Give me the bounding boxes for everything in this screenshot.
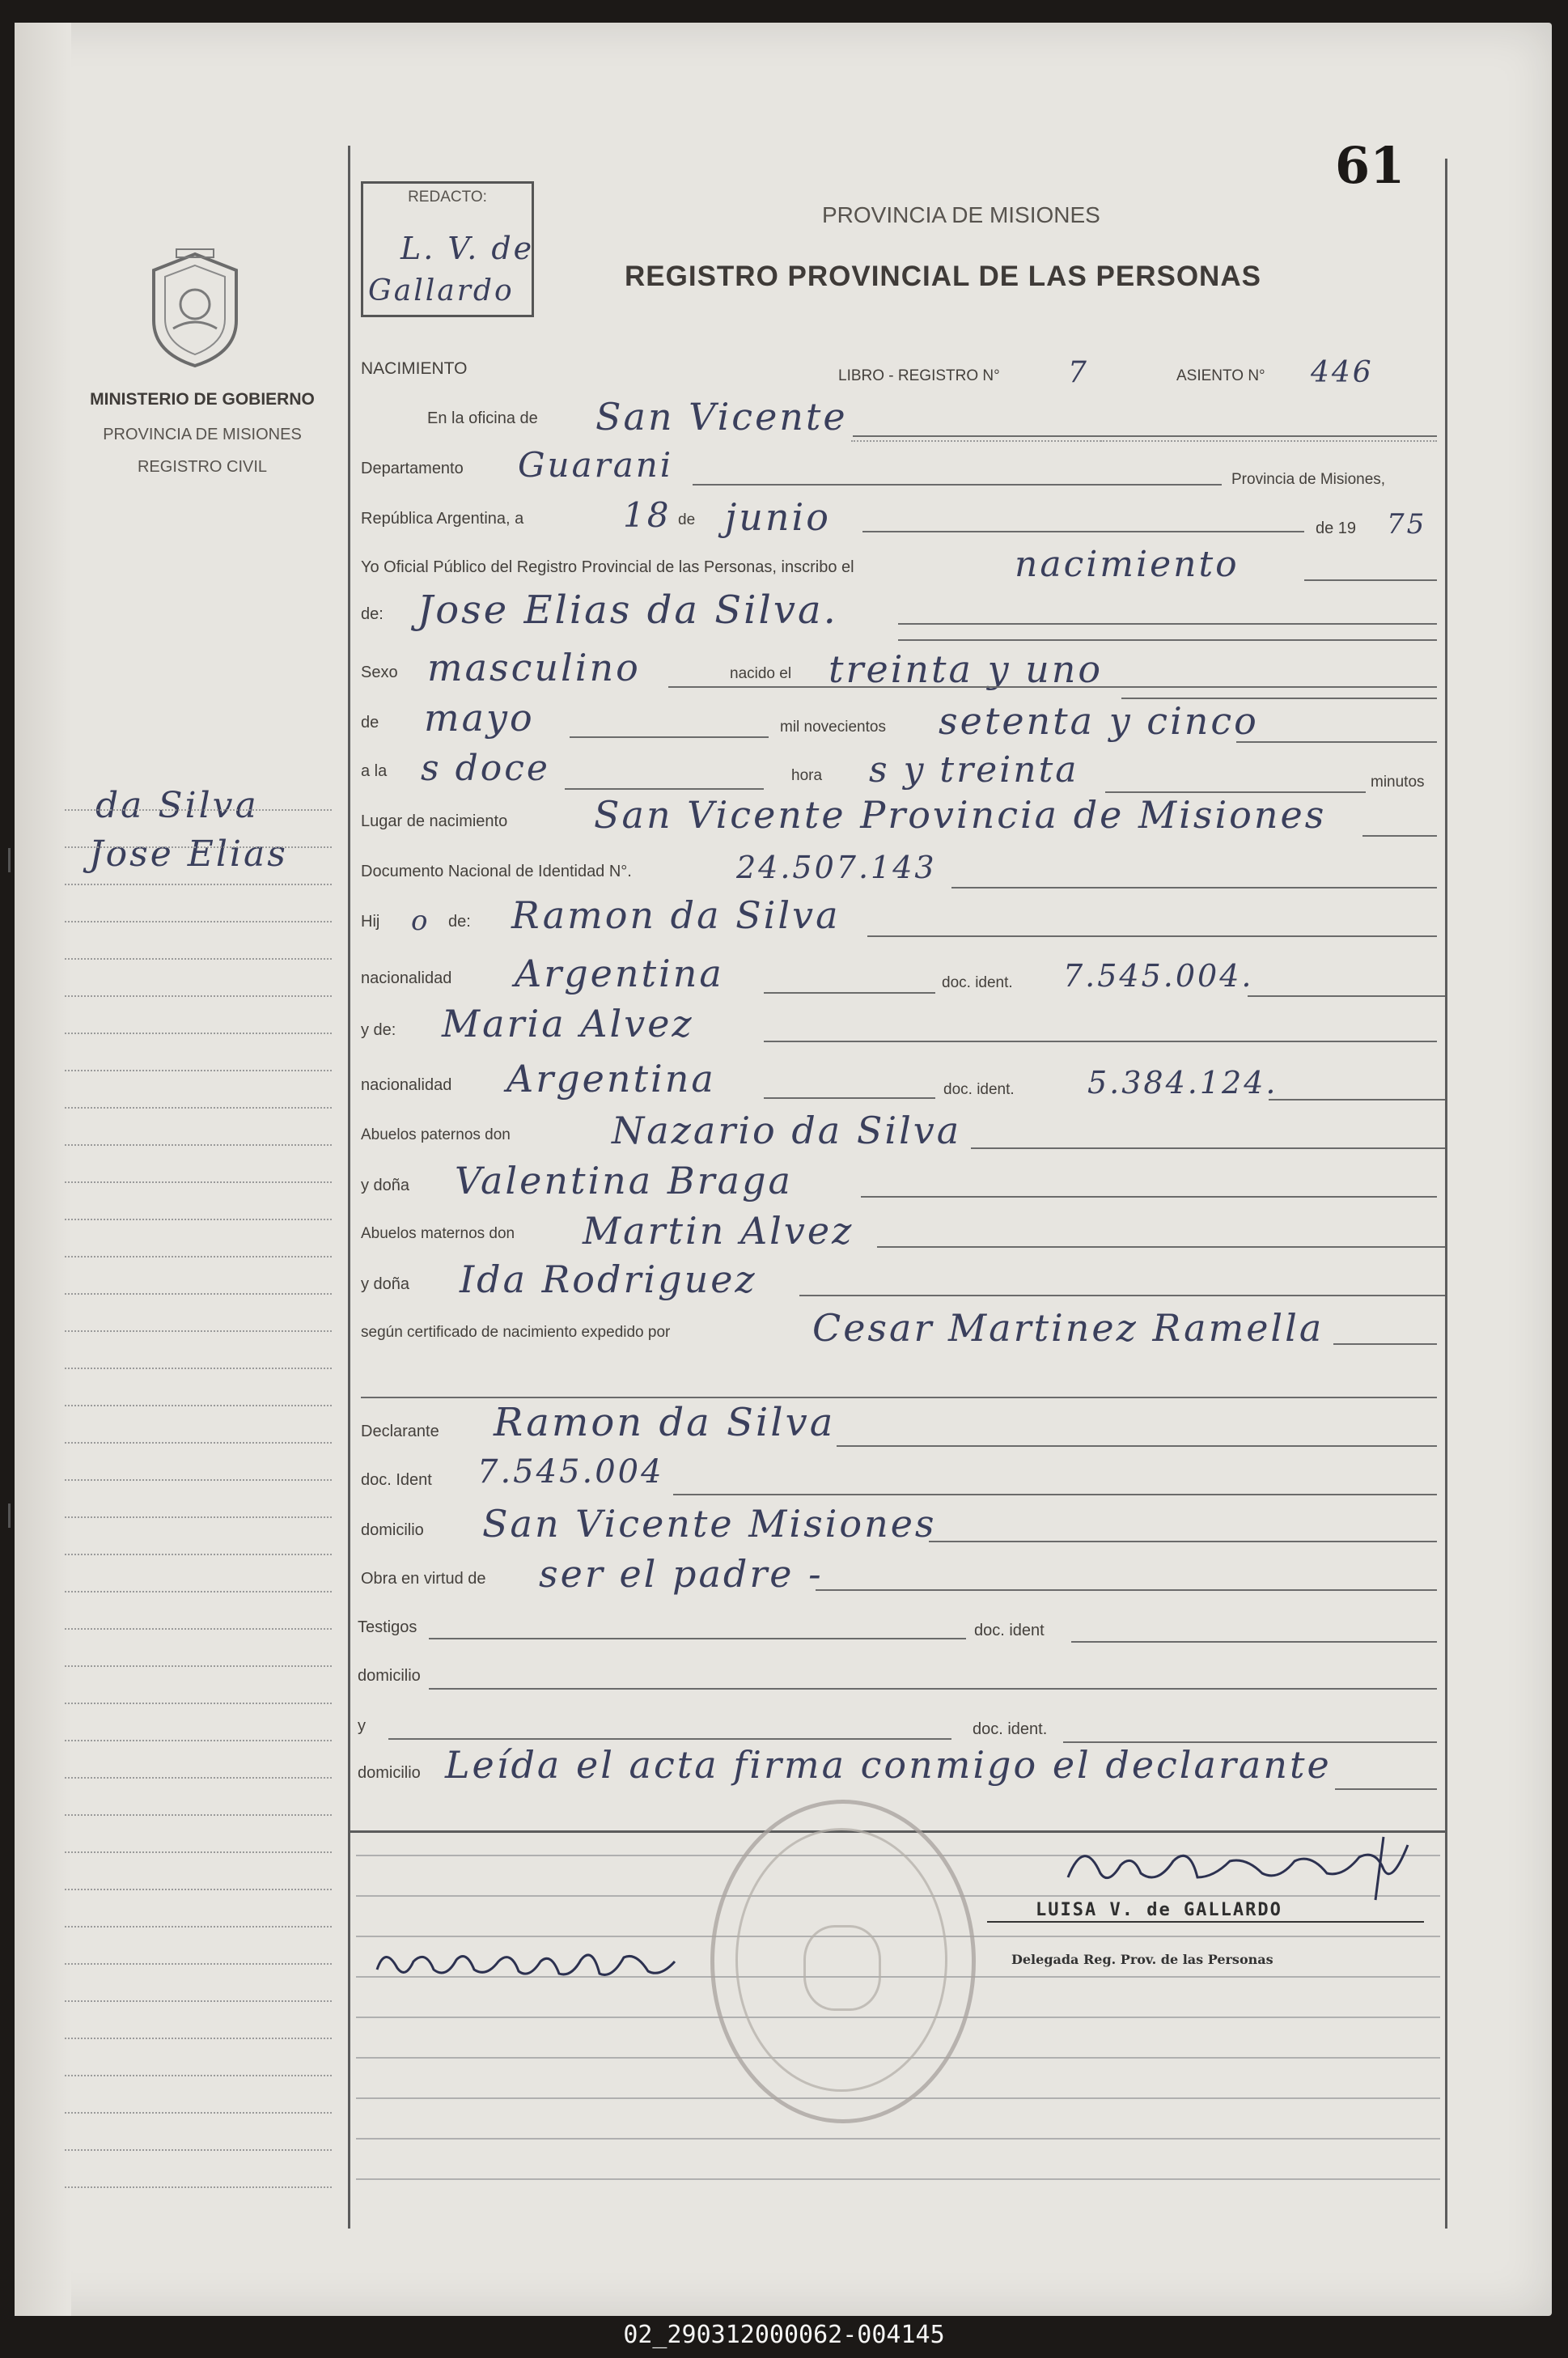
dom2-label: domicilio	[358, 1764, 421, 1782]
test-doc-label: doc. ident	[974, 1622, 1045, 1639]
official-name: LUISA V. de GALLARDO	[1036, 1900, 1282, 1920]
redacto-label: REDACTO:	[408, 189, 487, 206]
margin-rule	[65, 846, 332, 848]
departamento-value: Guarani	[518, 445, 674, 485]
margin-rule	[65, 1293, 332, 1295]
margin-rule	[65, 1107, 332, 1109]
sexo-value: masculino	[427, 646, 641, 689]
stamp-center-emblem	[803, 1925, 881, 2011]
sexo-label: Sexo	[361, 664, 398, 681]
nacionalidad-label: nacionalidad	[361, 969, 452, 987]
margin-tick-mark	[8, 848, 25, 872]
mes-nac-value: mayo	[424, 696, 535, 740]
hora-value: s doce	[421, 748, 550, 789]
departamento-label: Departamento	[361, 460, 464, 477]
provincia-suffix: Provincia de Misiones,	[1231, 471, 1386, 488]
lugar-value: San Vicente Provincia de Misiones	[594, 793, 1327, 837]
form-fill-line	[668, 686, 1437, 688]
form-fill-line	[1071, 1641, 1437, 1643]
form-fill-line	[1100, 440, 1437, 442]
anio-nac-value: setenta y cinco	[939, 699, 1259, 743]
abuelo-pat-value: Nazario da Silva	[612, 1109, 962, 1152]
margin-rule	[65, 809, 332, 811]
redacto-value-1: L. V. de	[400, 231, 535, 266]
form-fill-line	[1248, 995, 1445, 997]
decl-doc-value: 7.545.004	[477, 1453, 664, 1491]
domicilio-label: domicilio	[361, 1521, 424, 1539]
form-fill-line	[951, 887, 1437, 888]
coat-of-arms-icon	[141, 248, 249, 369]
oficina-label: En la oficina de	[427, 409, 538, 427]
form-fill-line	[877, 1246, 1445, 1248]
y-label: y	[358, 1717, 366, 1735]
form-fill-line	[693, 484, 1222, 486]
hijo-de-label: de:	[448, 913, 471, 931]
form-fill-line	[1335, 1788, 1437, 1790]
margin-rule	[65, 1181, 332, 1183]
margin-rule	[65, 1777, 332, 1779]
form-fill-line	[816, 1589, 1437, 1591]
nacionalidad2-label: nacionalidad	[361, 1076, 452, 1094]
abuelos-mat-label: Abuelos maternos don	[361, 1225, 515, 1242]
madre-doc-value: 5.384.124.	[1087, 1065, 1278, 1101]
margin-rule	[65, 2149, 332, 2151]
margin-rule	[65, 1628, 332, 1630]
form-fill-line	[388, 1738, 951, 1740]
minutos-label: minutos	[1371, 774, 1425, 791]
left-province: PROVINCIA DE MISIONES	[103, 426, 302, 443]
left-civil-registry: REGISTRO CIVIL	[137, 458, 268, 476]
margin-rule	[65, 2075, 332, 2076]
margin-rule	[65, 995, 332, 997]
margin-rule	[65, 1740, 332, 1741]
padre-doc-value: 7.545.004.	[1063, 958, 1254, 994]
margin-rule	[65, 1368, 332, 1369]
form-fill-line	[1304, 579, 1437, 581]
form-fill-line	[1269, 1099, 1445, 1101]
doc-ident-label: doc. ident.	[942, 974, 1013, 991]
asiento-label: ASIENTO N°	[1176, 367, 1265, 384]
margin-rule	[65, 2038, 332, 2039]
margin-rule	[65, 1219, 332, 1220]
abuelos-pat-label: Abuelos paternos don	[361, 1126, 511, 1143]
image-caption: 02_290312000062-004145	[623, 2321, 945, 2349]
oficial-text: Yo Oficial Público del Registro Provincial de las Personas, inscribo el	[361, 558, 854, 576]
form-fill-line	[898, 639, 1437, 641]
margin-rule	[65, 1405, 332, 1406]
decl-doc-label: doc. Ident	[361, 1471, 432, 1489]
republica-label: República Argentina, a	[361, 510, 524, 528]
margin-rule	[65, 921, 332, 922]
nombre-value: Jose Elias da Silva.	[417, 587, 838, 633]
anio-label: de 19	[1316, 520, 1357, 537]
form-fill-line	[764, 1097, 935, 1099]
form-fill-line	[1105, 791, 1366, 793]
form-fill-line	[1063, 1741, 1437, 1743]
de-nombre-label: de:	[361, 605, 384, 623]
anio-value: 75	[1387, 508, 1427, 541]
abuelo-mat-value: Martin Alvez	[583, 1209, 854, 1253]
declarante-value: Ramon da Silva	[494, 1400, 836, 1445]
page-number: 61	[1335, 136, 1405, 195]
form-fill-line	[1121, 698, 1437, 699]
padre-value: Ramon da Silva	[511, 893, 841, 937]
redacto-value-2: Gallardo	[368, 274, 515, 307]
padre-nac-value: Argentina	[515, 952, 724, 995]
form-fill-line	[429, 1638, 966, 1639]
margin-rule	[65, 1665, 332, 1667]
margin-rule	[65, 2186, 332, 2188]
form-fill-line	[764, 992, 935, 994]
form-fill-line	[799, 1295, 1445, 1296]
form-fill-line	[764, 1041, 1437, 1042]
form-fill-line	[673, 1494, 1437, 1495]
abuela-pat-value: Valentina Braga	[455, 1159, 793, 1202]
obra-label: Obra en virtud de	[361, 1570, 486, 1588]
form-fill-line	[429, 1688, 1437, 1690]
signature-area-rule	[356, 2138, 1440, 2140]
margin-rule	[65, 1889, 332, 1890]
margin-rule	[65, 1033, 332, 1034]
y-dona-label: y doña	[361, 1177, 410, 1194]
nacido-value: treinta y uno	[828, 647, 1104, 691]
signature-area-rule	[356, 2178, 1440, 2180]
oficial-value: nacimiento	[1015, 544, 1240, 585]
margin-rule	[65, 1144, 332, 1146]
form-fill-line	[929, 1541, 1437, 1542]
dia-value: 18	[623, 495, 672, 535]
minutos-value: s y treinta	[869, 749, 1079, 791]
margin-names: Jose Elias	[89, 833, 288, 875]
y-de-label: y de:	[361, 1021, 396, 1039]
oficina-value: San Vicente	[595, 395, 848, 439]
mil-label: mil novecientos	[780, 719, 886, 736]
certificado-value: Cesar Martinez Ramella	[812, 1306, 1324, 1350]
official-stamp-seal	[710, 1800, 976, 2123]
form-fill-line	[361, 1397, 1437, 1398]
form-fill-line	[971, 1147, 1445, 1149]
madre-value: Maria Alvez	[442, 1002, 694, 1045]
page-spine-shadow	[15, 23, 71, 2316]
form-fill-line	[898, 623, 1437, 625]
official-title: Delegada Reg. Prov. de las Personas	[1011, 1952, 1273, 1967]
margin-rule	[65, 958, 332, 960]
margin-rule	[65, 1591, 332, 1592]
margin-rule	[65, 1330, 332, 1332]
de2-label: de	[361, 714, 379, 732]
form-fill-line	[1236, 741, 1437, 743]
y-dona2-label: y doña	[361, 1275, 410, 1293]
de-label: de	[678, 511, 696, 528]
form-fill-line	[867, 935, 1437, 937]
domicilio-value: San Vicente Misiones	[482, 1502, 937, 1546]
margin-rule	[65, 1963, 332, 1965]
official-signature	[1052, 1829, 1424, 1902]
dom2-value: Leída el acta firma conmigo el declarante	[445, 1743, 1332, 1787]
margin-rule	[65, 1516, 332, 1518]
form-fill-line	[861, 1196, 1437, 1198]
declarante-label: Declarante	[361, 1423, 439, 1440]
abuela-mat-value: Ida Rodriguez	[460, 1257, 757, 1301]
margin-rule	[65, 1256, 332, 1257]
libro-label: LIBRO - REGISTRO N°	[838, 367, 1000, 384]
test-dom-label: domicilio	[358, 1667, 421, 1685]
margin-rule	[65, 1442, 332, 1444]
margin-rule	[65, 884, 332, 885]
dni-value: 24.507.143	[736, 850, 937, 885]
ministry-title: MINISTERIO DE GOBIERNO	[90, 390, 315, 409]
madre-nac-value: Argentina	[506, 1057, 716, 1101]
obra-value: ser el padre -	[539, 1552, 824, 1596]
margin-rule	[65, 1703, 332, 1704]
margin-rule	[65, 1926, 332, 1928]
margin-rule	[65, 2000, 332, 2002]
margin-rule	[65, 1479, 332, 1481]
mes-value: junio	[725, 495, 831, 539]
form-fill-line	[862, 531, 1304, 532]
form-fill-line	[1362, 835, 1437, 837]
header-province: PROVINCIA DE MISIONES	[822, 202, 1100, 227]
form-fill-line	[565, 788, 764, 790]
hijo-label: Hij	[361, 913, 380, 931]
test2-doc-label: doc. ident.	[973, 1720, 1048, 1738]
form-right-border	[1445, 159, 1447, 2229]
form-fill-line	[1333, 1343, 1437, 1345]
margin-rule	[65, 1554, 332, 1555]
redacto-box	[361, 181, 534, 317]
official-signature-underline	[987, 1921, 1424, 1923]
margin-surname: da Silva	[95, 785, 259, 826]
margin-rule	[65, 1070, 332, 1071]
form-fill-line	[853, 435, 1437, 437]
hora-label: hora	[791, 767, 823, 784]
dni-label: Documento Nacional de Identidad N°.	[361, 863, 632, 880]
nacimiento-label: NACIMIENTO	[361, 359, 468, 378]
margin-rule	[65, 1851, 332, 1853]
nacido-label: nacido el	[730, 665, 792, 682]
form-fill-line	[570, 736, 769, 738]
header-registry: REGISTRO PROVINCIAL DE LAS PERSONAS	[625, 261, 1261, 292]
doc-ident2-label: doc. ident.	[943, 1081, 1015, 1098]
form-fill-line	[837, 1445, 1437, 1447]
margin-tick-mark	[8, 1503, 25, 1528]
libro-value: 7	[1068, 356, 1089, 389]
hijo-o: o	[411, 905, 430, 937]
declarant-signature	[369, 1929, 693, 1994]
margin-rule	[65, 1814, 332, 1816]
certificado-label: según certificado de nacimiento expedido por	[361, 1324, 671, 1341]
asiento-value: 446	[1311, 356, 1374, 389]
a-la-label: a la	[361, 762, 388, 780]
margin-rule	[65, 2112, 332, 2114]
form-left-border	[348, 146, 350, 2229]
lugar-label: Lugar de nacimiento	[361, 812, 508, 830]
testigos-label: Testigos	[358, 1618, 417, 1636]
